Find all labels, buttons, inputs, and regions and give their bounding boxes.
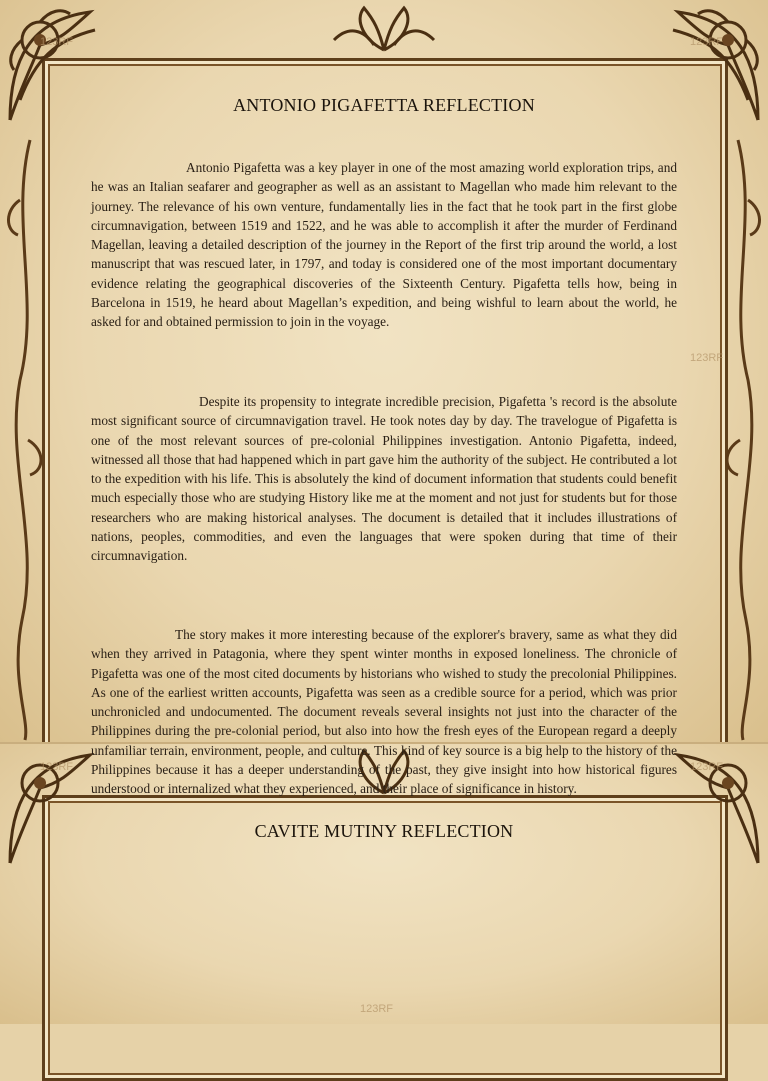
- paragraph-3: The story makes it more interesting because of the explorer's bravery, same as what they did when they arrived in Patagonia, where they spent winter months in exposed loneliness. The chronicle of Pigafetta was one of the most cited documents by historians who wished to study the precolonial Philippines. As one of the earliest written accounts, Pigafetta was seen as a credible source for a period, which was prior unchronicled and undocumented. The document reveals several insights not just into the character of the Philippines during the pre-colonial period, but also into how the fresh eyes of the European regard a deeply unfamiliar terrain, environment, people, and culture. This kind of key source is a big help to the history of the Philippines because it has a deeper understanding of the past, they give insight into how historical figures understood or internalized what they experienced, and their place of significance in history.: [91, 627, 677, 797]
- page-title: ANTONIO PIGAFETTA REFLECTION: [233, 95, 535, 115]
- watermark: 123RF: [360, 1003, 394, 1015]
- watermark: 123RF: [690, 36, 724, 48]
- second-page-title: CAVITE MUTINY REFLECTION: [254, 821, 514, 841]
- watermark: 123RF: [690, 352, 724, 364]
- watermark: 123RF: [40, 761, 74, 773]
- paragraph-1: Antonio Pigafetta was a key player in one of the most amazing world exploration trips, and he was an Italian seafarer and geographer as well as an assistant to Magellan who made him relevant to the journey. The relevance of his own venture, fundamentally lies in the fact that he took part in the first globe circumnavigation, between 1519 and 1522, and he was able to accomplish it after the murder of Ferdinand Magellan, leaving a detailed description of the journey in the Report of the first trip around the world, a lost manuscript that was rescued later, in 1797, and today is considered one of the most important documentary evidence relating the geographical discoveries of the Sixteenth Century. Pigafetta tells how, being in Barcelona in 1519, he heard about Magellan’s expedition, and being wishful to learn about the world, he asked for and obtained permission to join in the voyage.: [91, 160, 677, 330]
- side-ornament-right: [718, 140, 768, 740]
- watermark: 123RF: [40, 36, 74, 48]
- paragraph-2: Despite its propensity to integrate incredible precision, Pigafetta 's record is the absolute most significant source of circumnavigation travel. He took notes day by day. The travelogue of Pigafetta is one of the most relevant sources of pre-colonial Philippines investigation. Antonio Pigafetta, indeed, witnessed all those that had happened which in part gave him the authority of the subject. He contributed a lot to the expedition with his life. This is absolutely the kind of document information that students could benefit much especially those who are studying History like me at the moment and not just for students but for those researchers who are making historical analyses. The document is detailed that it includes illustrations of nations, peoples, commodities, and even the languages that were spoken during that time of their circumnavigation.: [91, 394, 677, 564]
- top-center-ornament: [324, 0, 444, 60]
- side-ornament-left: [0, 140, 50, 740]
- watermark: 123RF: [690, 761, 724, 773]
